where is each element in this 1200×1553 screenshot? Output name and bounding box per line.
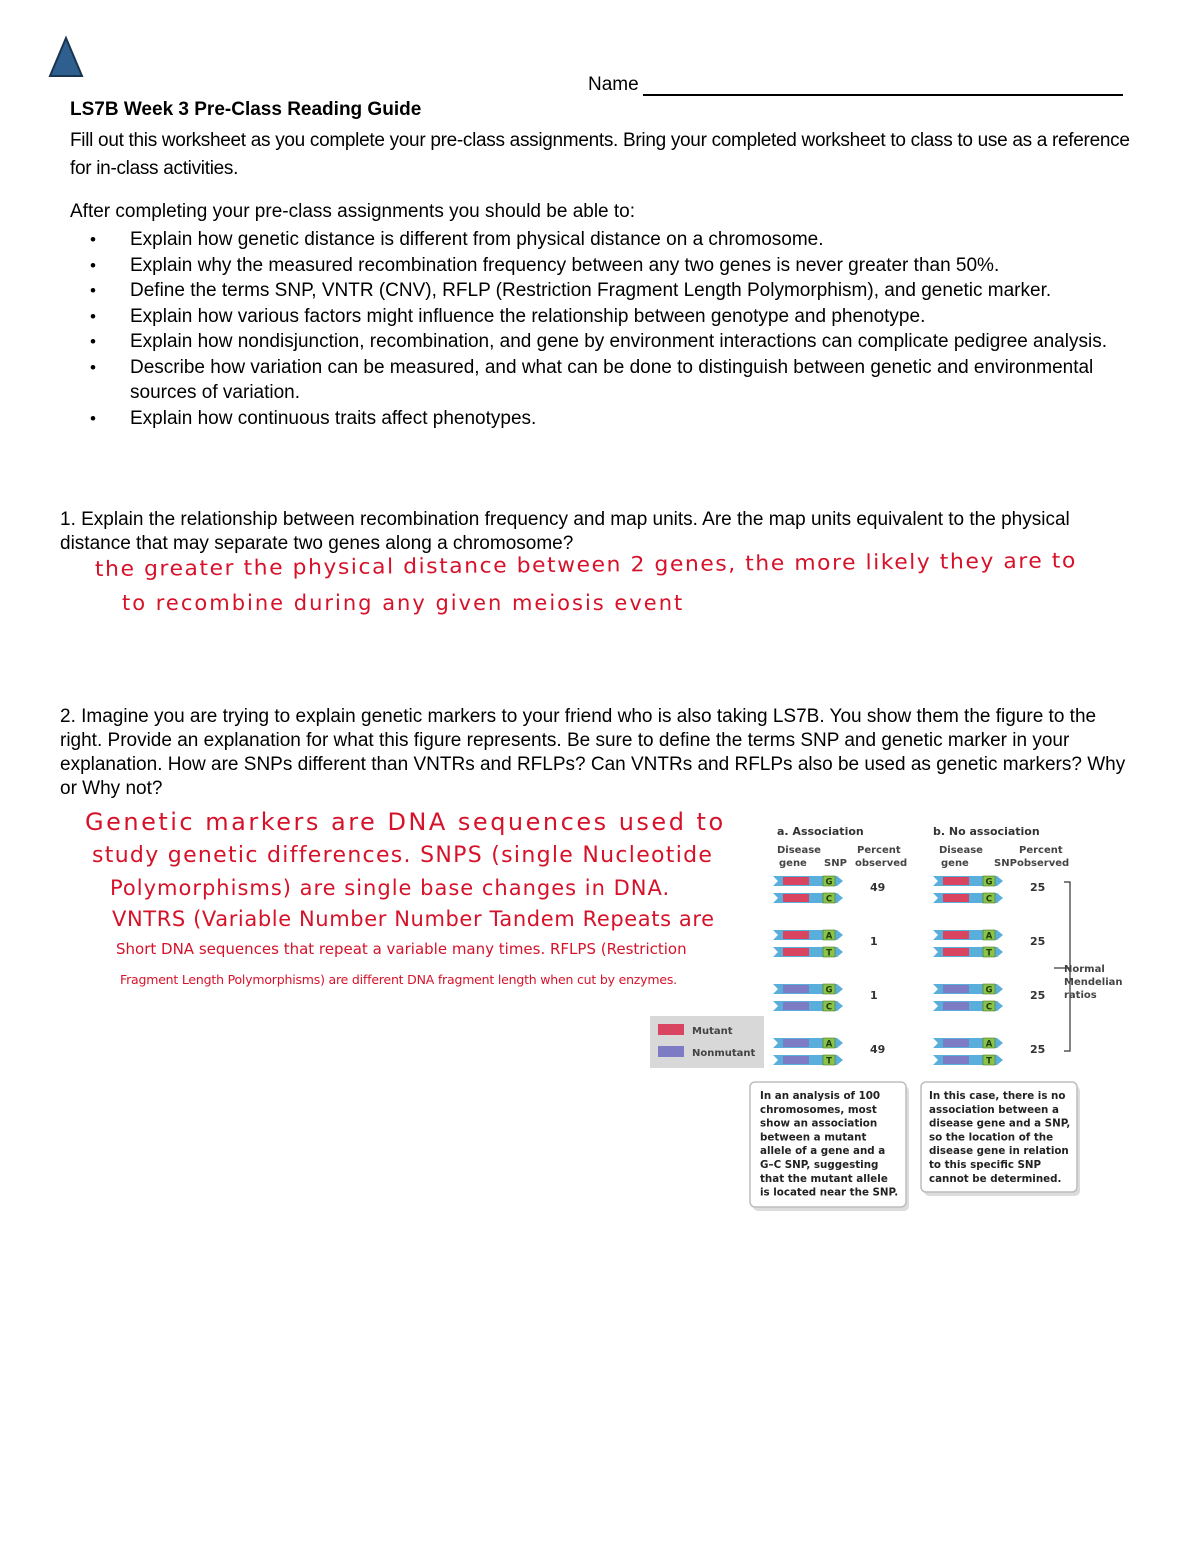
caption-line: association between a [929,1103,1059,1116]
caption-line: disease gene in relation [929,1145,1069,1158]
panel-b-col-gene-2: gene [941,858,969,869]
objective-item: • Define the terms SNP, VNTR (CNV), RFLP (Restriction Fragment Length Polymorphism), and genetic marker. [90,278,1140,304]
snp-base-label: T [826,1056,832,1067]
bracket-label-3: ratios [1064,990,1097,1001]
caption-line: that the mutant allele [760,1172,888,1185]
panel-a-col-gene-2: gene [779,858,807,869]
percent-observed: 25 [1030,1043,1046,1056]
bracket-label-1: Normal [1064,964,1105,975]
answer-2-line-6: Fragment Length Polymorphisms) are different DNA fragment length when cut by enzymes. [120,972,677,987]
objective-item: • Explain why the measured recombination frequency between any two genes is never greater than 50%. [90,253,1140,279]
panel-b-col-gene-1: Disease [939,845,983,856]
legend-nonmutant-label: Nonmutant [692,1048,756,1059]
objective-item: • Explain how nondisjunction, recombination, and gene by environment interactions can complicate pedigree analysis. [90,329,1140,355]
snp-association-figure [650,818,1123,1213]
name-label: Name [588,74,639,95]
disease-gene-mutant [783,931,809,939]
snp-base-label: A [985,931,993,942]
panel-a-rows [773,876,885,1067]
percent-observed: 49 [870,1043,886,1056]
snp-base-label: C [825,894,833,905]
snp-base-label: C [985,1002,993,1013]
snp-base-label: A [825,1039,833,1050]
caption-line: allele of a gene and a [760,1145,886,1158]
disease-gene-mutant [783,948,809,956]
caption-line: between a mutant [760,1131,867,1144]
objectives-list [90,227,1140,431]
objective-item: • Describe how variation can be measured, and what can be done to distinguish between genetic and environmental sources of variation. [90,355,1140,406]
disease-gene-mutant [943,877,969,885]
percent-observed: 1 [870,989,878,1002]
panel-a-col-pct-2: observed [855,858,908,869]
caption-line: In an analysis of 100 [760,1090,881,1102]
panel-b-col-pct-1: Percent [1019,845,1063,856]
answer-2-line-4: VNTRS (Variable Number Number Tandem Repeats are [112,907,715,931]
disease-gene-nonmutant [943,1039,969,1047]
question-1: 1. Explain the relationship between recombination frequency and map units. Are the map units equivalent to the physical distance that may separate two genes along a chromosome? [60,509,1070,554]
snp-base-label: G [985,985,993,996]
disease-gene-mutant [783,877,809,885]
disease-gene-nonmutant [783,1002,809,1010]
legend-mutant-swatch [658,1024,684,1035]
disease-gene-nonmutant [943,985,969,993]
objective-item: • Explain how genetic distance is different from physical distance on a chromosome. [90,227,1140,253]
disease-gene-nonmutant [943,1002,969,1010]
name-underline[interactable] [643,76,1123,96]
disease-gene-mutant [943,931,969,939]
snp-base-label: T [986,948,992,959]
answer-1-line-2: to recombine during any given meiosis event [122,591,685,615]
caption-line: so the location of the [929,1131,1054,1144]
disease-gene-mutant [783,894,809,902]
bracket-label-2: Mendelian [1064,977,1123,988]
percent-observed: 49 [870,881,886,894]
caption-line: chromosomes, most [760,1103,877,1116]
page-title: LS7B Week 3 Pre-Class Reading Guide [70,99,422,120]
caption-line: to this specific SNP [929,1159,1042,1171]
panel-b-rows [933,876,1045,1067]
objectives-lead: After completing your pre-class assignments you should be able to: [70,201,636,222]
snp-base-label: A [825,931,833,942]
disease-gene-mutant [943,948,969,956]
legend-box [650,1016,764,1068]
answer-2-line-3: Polymorphisms) are single base changes in DNA. [110,876,671,900]
panel-b-col-snp: SNP [994,858,1017,869]
percent-observed: 25 [1030,989,1046,1002]
snp-base-label: G [825,985,833,996]
answer-2-line-5: Short DNA sequences that repeat a variable many times. RFLPS (Restriction [116,940,687,958]
logo-icon [48,36,84,78]
caption-line: In this case, there is no [929,1090,1066,1102]
objective-item: • Explain how various factors might influence the relationship between genotype and phenotype. [90,304,1140,330]
panel-a-col-pct-1: Percent [857,845,901,856]
question-2: 2. Imagine you are trying to explain genetic markers to your friend who is also taking LS7B. You show them the figure to the right. Provide an explanation for what this figure represents. Be sure to define the terms SNP and genetic marker in your explanation. How are SNPs different than VNTRs and RFLPs? Can VNTRs and RFLPs also be used as genetic markers? Why or Why not? [60,706,1126,799]
disease-gene-nonmutant [783,1039,809,1047]
percent-observed: 1 [870,935,878,948]
percent-observed: 25 [1030,881,1046,894]
panel-b-col-pct-2: observed [1017,858,1070,869]
caption-line: cannot be determined. [929,1172,1062,1185]
snp-base-label: T [986,1056,992,1067]
legend-mutant-label: Mutant [692,1026,733,1037]
caption-line: G–C SNP, suggesting [760,1159,879,1171]
panel-a-col-gene-1: Disease [777,845,821,856]
disease-gene-nonmutant [783,1056,809,1064]
snp-base-label: T [826,948,832,959]
caption-line: show an association [760,1117,878,1130]
panel-a-col-snp: SNP [824,858,847,869]
snp-base-label: G [985,877,993,888]
snp-base-label: C [985,894,993,905]
legend-nonmutant-swatch [658,1046,684,1057]
objective-item: • Explain how continuous traits affect phenotypes. [90,406,1140,432]
snp-base-label: A [985,1039,993,1050]
answer-2-line-2: study genetic differences. SNPS (single Nucleotide [92,843,714,868]
answer-1-line-1: the greater the physical distance between 2 genes, the more likely they are to [94,548,1078,581]
snp-base-label: G [825,877,833,888]
disease-gene-nonmutant [783,985,809,993]
panel-b-title: b. No association [933,825,1040,838]
disease-gene-mutant [943,894,969,902]
panel-a-title: a. Association [777,825,864,838]
intro-text: Fill out this worksheet as you complete your pre-class assignments. Bring your completed worksheet to class to use as a reference for in-class activities. [70,130,1130,179]
percent-observed: 25 [1030,935,1046,948]
disease-gene-nonmutant [943,1056,969,1064]
caption-line: is located near the SNP. [760,1186,899,1199]
name-field[interactable] [588,74,1123,96]
answer-2-line-1: Genetic markers are DNA sequences used to [85,808,726,836]
snp-base-label: C [825,1002,833,1013]
caption-line: disease gene and a SNP, [929,1117,1071,1130]
